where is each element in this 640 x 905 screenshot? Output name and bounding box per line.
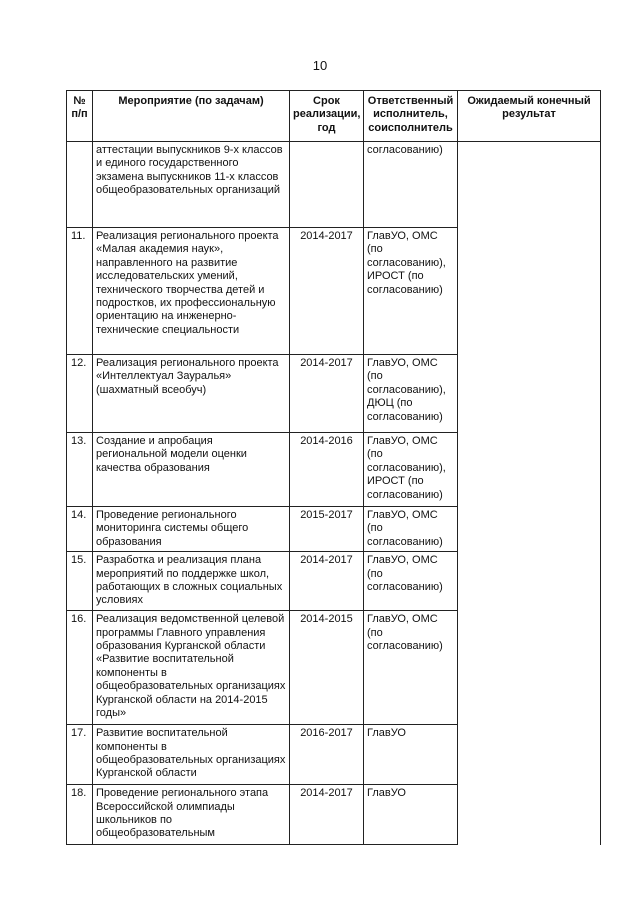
- row-responsible: ГлавУО, ОМС (по согласованию), ИРОСТ (по согласованию): [364, 228, 458, 355]
- plan-table-container: [66, 90, 600, 845]
- row-event: Проведение регионального мониторинга системы общего образования: [93, 507, 290, 552]
- row-responsible: ГлавУО: [364, 785, 458, 845]
- result-cell: [458, 142, 601, 845]
- row-num: 13.: [67, 433, 93, 507]
- row-term: 2014-2017: [290, 552, 364, 611]
- row-term: 2014-2016: [290, 433, 364, 507]
- table-header-row: [67, 91, 601, 142]
- row-responsible: ГлавУО, ОМС (по согласованию): [364, 507, 458, 552]
- row-num: 12.: [67, 355, 93, 433]
- header-responsible: Ответственный исполнитель, соисполнитель: [364, 91, 458, 142]
- row-num: [67, 142, 93, 228]
- header-num: № п/п: [67, 91, 93, 142]
- row-event: Развитие воспитательной компоненты в общеобразовательных организациях Курганской области: [93, 725, 290, 785]
- row-term: 2014-2015: [290, 611, 364, 725]
- row-num: 15.: [67, 552, 93, 611]
- row-responsible: ГлавУО, ОМС (по согласованию): [364, 552, 458, 611]
- row-responsible: ГлавУО, ОМС (по согласованию): [364, 611, 458, 725]
- row-term: 2014-2017: [290, 228, 364, 355]
- row-num: 11.: [67, 228, 93, 355]
- header-term: Срок реализации, год: [290, 91, 364, 142]
- row-event: аттестации выпускников 9-х классов и единого государственного экзамена выпускников 11-х классов общеобразовательных организаций: [93, 142, 290, 228]
- row-responsible: ГлавУО, ОМС (по согласованию), ДЮЦ (по согласованию): [364, 355, 458, 433]
- row-term: 2014-2017: [290, 355, 364, 433]
- row-term: 2016-2017: [290, 725, 364, 785]
- table-row: [67, 142, 601, 228]
- row-num: 16.: [67, 611, 93, 725]
- row-term: [290, 142, 364, 228]
- row-term: 2015-2017: [290, 507, 364, 552]
- row-responsible: согласованию): [364, 142, 458, 228]
- header-result: Ожидаемый конечный результат: [458, 91, 601, 142]
- row-event: Создание и апробация региональной модели оценки качества образования: [93, 433, 290, 507]
- row-responsible: ГлавУО, ОМС (по согласованию), ИРОСТ (по согласованию): [364, 433, 458, 507]
- header-event: Мероприятие (по задачам): [93, 91, 290, 142]
- row-event: Проведение регионального этапа Всероссийской олимпиады школьников по общеобразовательным: [93, 785, 290, 845]
- row-event: Реализация ведомственной целевой программы Главного управления образования Курганской области «Развитие воспитательной компоненты в общеобразовательных организациях Курганской области на 2014-2015 годы»: [93, 611, 290, 725]
- row-event: Реализация регионального проекта «Интеллектуал Зауралья» (шахматный всеобуч): [93, 355, 290, 433]
- row-event: Разработка и реализация плана мероприятий по поддержке школ, работающих в сложных социальных условиях: [93, 552, 290, 611]
- row-num: 14.: [67, 507, 93, 552]
- page-number: 10: [312, 58, 328, 73]
- plan-table: [66, 90, 601, 845]
- row-responsible: ГлавУО: [364, 725, 458, 785]
- row-event: Реализация регионального проекта «Малая академия наук», направленного на развитие исследовательских умений, технического творчества детей и подростков, их профессиональную ориентацию на инженерно-технические специальности: [93, 228, 290, 355]
- row-num: 18.: [67, 785, 93, 845]
- row-term: 2014-2017: [290, 785, 364, 845]
- row-num: 17.: [67, 725, 93, 785]
